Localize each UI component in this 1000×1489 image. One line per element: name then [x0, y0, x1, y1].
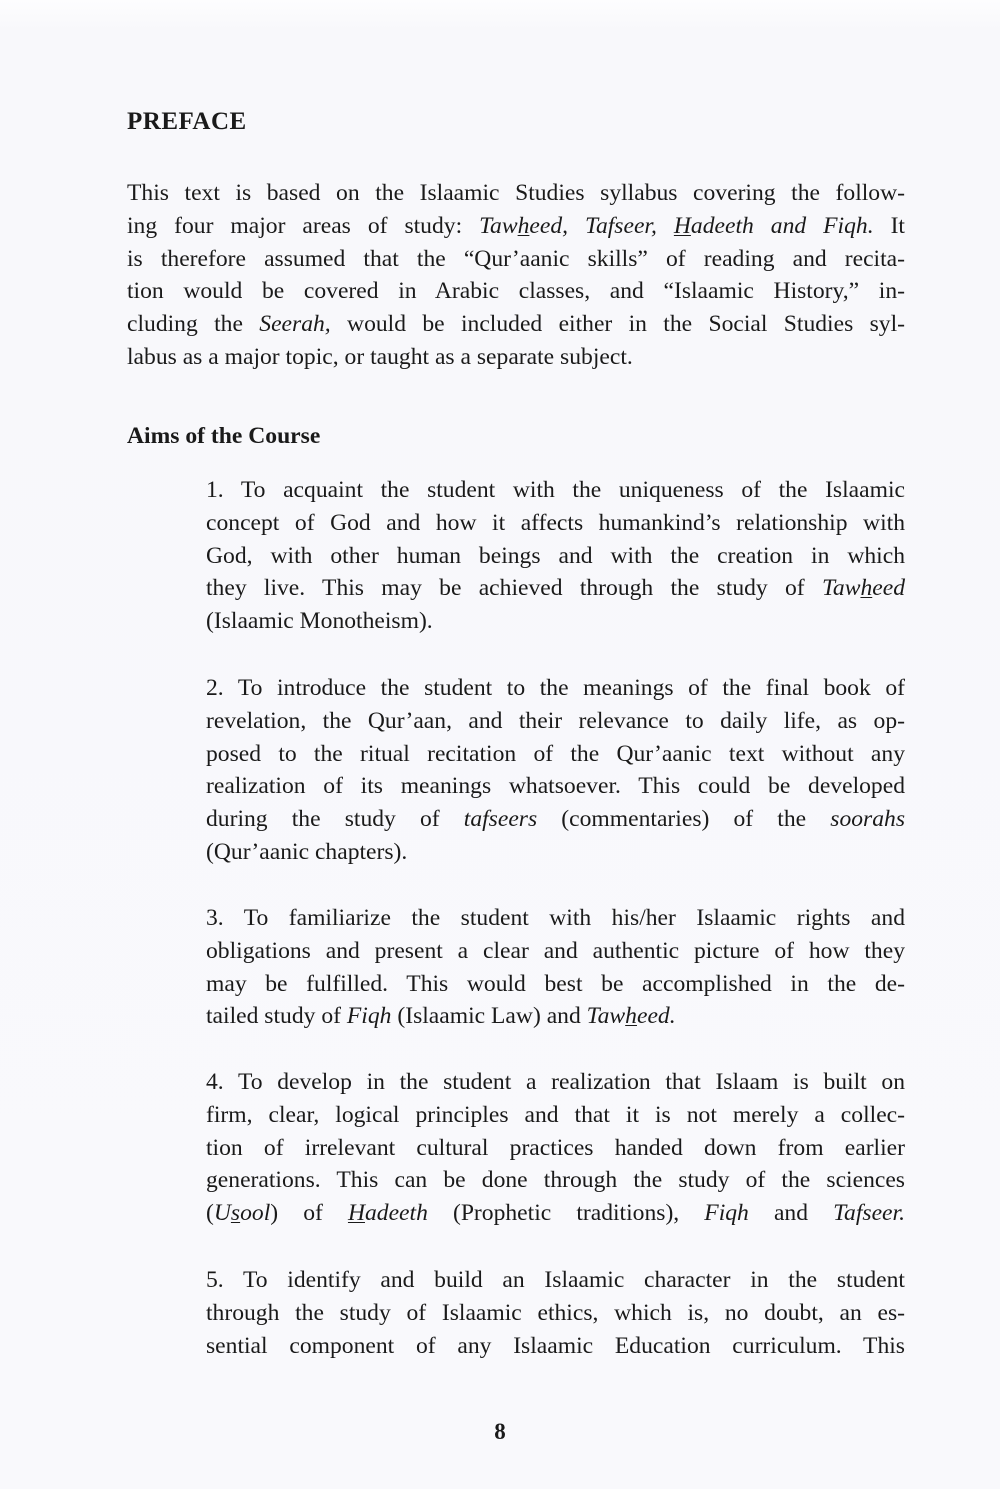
- text-line: cluding the Seerah, would be included either in the Social Studies syl-: [127, 311, 905, 338]
- text-line: obligations and present a clear and authentic picture of how they: [206, 937, 905, 964]
- aim-item-3: [206, 902, 905, 1033]
- text-line: God, with other human beings and with the creation in which: [206, 542, 905, 569]
- text-line: 4. To develop in the student a realization that Islaam is built on: [206, 1069, 905, 1095]
- text-line: sential component of any Islaamic Education curriculum. This: [206, 1332, 905, 1359]
- text-line: tion of irrelevant cultural practices handed down from earlier: [206, 1134, 905, 1161]
- aim-item-4: [206, 1066, 905, 1230]
- aim-item-5: [206, 1264, 905, 1362]
- text-line: generations. This can be done through the study of the sciences: [206, 1167, 905, 1194]
- term-soorahs: soorahs: [830, 806, 905, 833]
- term-tafseers: tafseers: [463, 806, 538, 833]
- term-fiqh: Fiqh: [346, 1003, 392, 1030]
- term-tafseer: Tafseer,: [585, 212, 657, 239]
- text-line: 2. To introduce the student to the meanings of the final book of: [206, 675, 905, 701]
- section-heading: Aims of the Course: [127, 423, 321, 449]
- text-line: they live. This may be achieved through the study of Tawheed: [206, 575, 905, 602]
- text-line: labus as a major topic, or taught as a separate subject.: [127, 343, 633, 370]
- term-seerah: Seerah,: [259, 311, 331, 338]
- text-line: 5. To identify and build an Islaamic character in the student: [206, 1267, 905, 1293]
- term-hadeeth: Hadeeth: [347, 1200, 428, 1227]
- text-line: (Islaamic Monotheism).: [206, 608, 433, 635]
- text-line: ing four major areas of study: Tawheed, Tafseer, Hadeeth and Fiqh. It: [127, 212, 905, 239]
- text-line: tion would be covered in Arabic classes, and “Islaamic History,” in-: [127, 278, 905, 305]
- text-line: posed to the ritual recitation of the Qur’aanic text without any: [206, 740, 905, 767]
- text-line: revelation, the Qur’aan, and their relevance to daily life, as op-: [206, 707, 905, 734]
- term-tawheed: Tawheed,: [479, 212, 569, 239]
- aim-item-2: [206, 672, 905, 869]
- term-usool: Usool: [213, 1200, 271, 1227]
- term-tawheed: Tawheed.: [586, 1003, 676, 1030]
- text-line: (Usool) of Hadeeth (Prophetic traditions), Fiqh and Tafseer.: [206, 1200, 905, 1227]
- text-line: concept of God and how it affects humankind’s relationship with: [206, 509, 905, 536]
- text-line: (Qur’aanic chapters).: [206, 838, 408, 865]
- aim-item-1: [206, 474, 905, 638]
- preface-paragraph: [127, 177, 905, 374]
- text-line: realization of its meanings whatsoever. This could be developed: [206, 773, 905, 800]
- term-hadeeth: Hadeeth and Fiqh.: [673, 212, 874, 239]
- text-line: 3. To familiarize the student with his/her Islaamic rights and: [206, 905, 905, 931]
- page-title: PREFACE: [127, 108, 247, 135]
- text-line: during the study of tafseers (commentaries) of the soorahs: [206, 806, 905, 833]
- text-line: may be fulfilled. This would best be accomplished in the de-: [206, 970, 905, 997]
- text-line: tailed study of Fiqh (Islaamic Law) and Tawheed.: [206, 1003, 676, 1030]
- term-tawheed: Tawheed: [821, 575, 905, 602]
- text-line: This text is based on the Islaamic Studies syllabus covering the follow-: [127, 180, 905, 206]
- text-line: 1. To acquaint the student with the uniqueness of the Islaamic: [206, 477, 905, 503]
- text-line: firm, clear, logical principles and that it is not merely a collec-: [206, 1101, 905, 1128]
- term-tafseer: Tafseer.: [833, 1200, 905, 1227]
- term-fiqh: Fiqh: [704, 1200, 749, 1227]
- page-number: 8: [494, 1419, 506, 1444]
- text-line: is therefore assumed that the “Qur’aanic skills” of reading and recita-: [127, 245, 905, 272]
- text-line: through the study of Islaamic ethics, which is, no doubt, an es-: [206, 1299, 905, 1326]
